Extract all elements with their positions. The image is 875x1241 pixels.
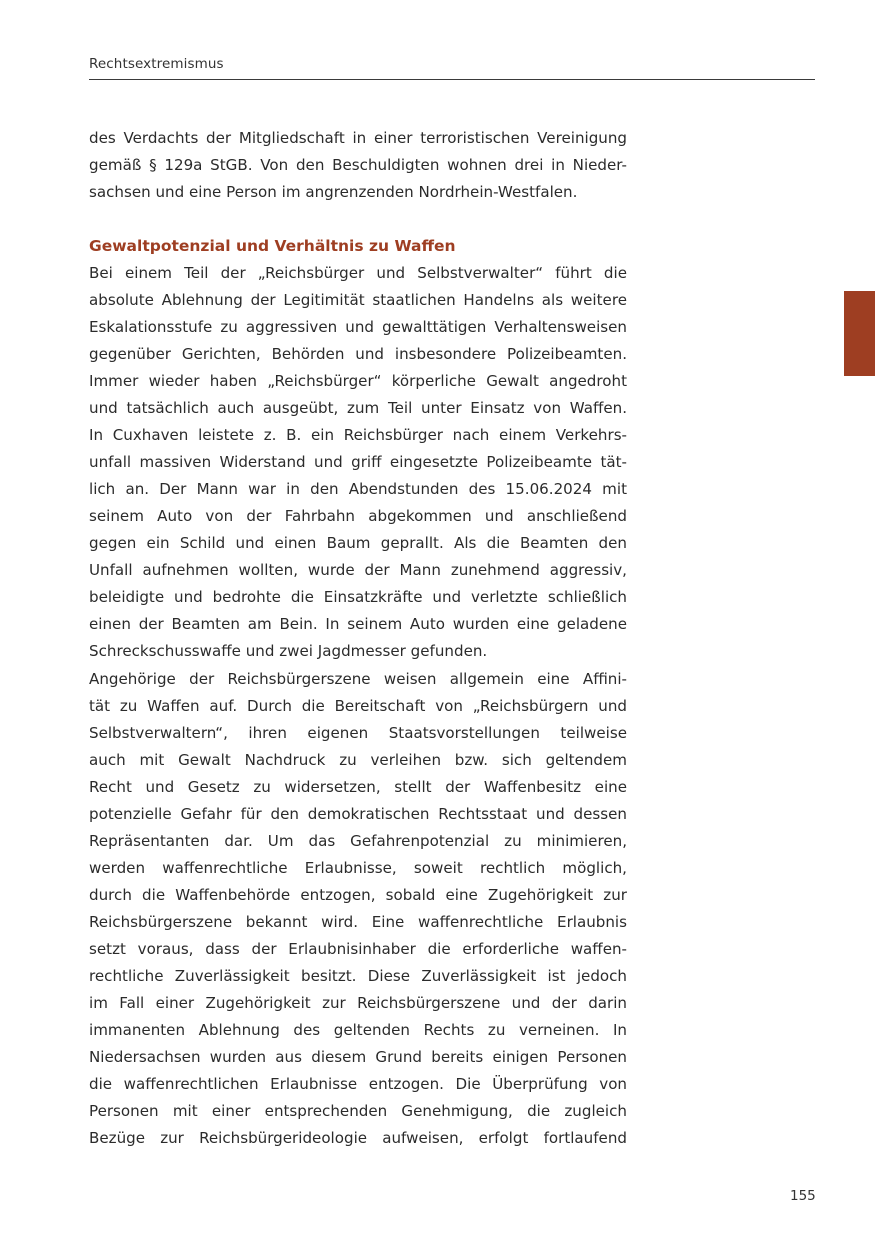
running-header: Rechtsextremismus bbox=[89, 56, 224, 72]
text-line: des Verdachts der Mitgliedschaft in einer terroristischen Vereinigung bbox=[89, 129, 627, 147]
text-line: Schreckschusswaffe und zwei Jagdmesser gefunden. bbox=[89, 642, 488, 660]
text-line: Recht und Gesetz zu widersetzen, stellt der Waffenbesitz eine bbox=[89, 778, 627, 796]
text-line: Unfall aufnehmen wollten, wurde der Mann zunehmend aggressiv, bbox=[89, 561, 627, 579]
text-line: und tatsächlich auch ausgeübt, zum Teil unter Einsatz von Waffen. bbox=[89, 399, 627, 417]
text-line: rechtliche Zuverlässigkeit besitzt. Diese Zuverlässigkeit ist jedoch bbox=[89, 967, 627, 985]
text-line: In Cuxhaven leistete z. B. ein Reichsbürger nach einem Verkehrs- bbox=[89, 426, 627, 444]
text-line: seinem Auto von der Fahrbahn abgekommen und anschließend bbox=[89, 507, 627, 525]
text-line: Bezüge zur Reichsbürgerideologie aufweisen, erfolgt fortlaufend bbox=[89, 1129, 627, 1147]
text-line: Immer wieder haben „Reichsbürger“ körperliche Gewalt angedroht bbox=[89, 372, 627, 390]
text-line: durch die Waffenbehörde entzogen, sobald eine Zugehörigkeit zur bbox=[89, 886, 627, 904]
paragraph-weapons bbox=[89, 666, 627, 1152]
text-line: absolute Ablehnung der Legitimität staatlichen Handelns als weitere bbox=[89, 291, 627, 309]
text-line: unfall massiven Widerstand und griff eingesetzte Polizeibeamte tät- bbox=[89, 453, 627, 471]
section-heading: Gewaltpotenzial und Verhältnis zu Waffen bbox=[89, 237, 456, 255]
chapter-tab-marker bbox=[844, 291, 875, 376]
text-line: gemäß § 129a StGB. Von den Beschuldigten wohnen drei in Nieder- bbox=[89, 156, 627, 174]
text-line: sachsen und eine Person im angrenzenden Nordrhein-Westfalen. bbox=[89, 183, 578, 201]
text-line: gegen ein Schild und einen Baum geprallt. Als die Beamten den bbox=[89, 534, 627, 552]
paragraph-violence bbox=[89, 260, 627, 665]
text-line: Reichsbürgerszene bekannt wird. Eine waffenrechtliche Erlaubnis bbox=[89, 913, 627, 931]
page-number: 155 bbox=[790, 1188, 816, 1204]
text-line: potenzielle Gefahr für den demokratischen Rechtsstaat und dessen bbox=[89, 805, 627, 823]
text-line: die waffenrechtlichen Erlaubnisse entzogen. Die Überprüfung von bbox=[89, 1075, 627, 1093]
header-divider bbox=[89, 79, 815, 80]
text-line: beleidigte und bedrohte die Einsatzkräfte und verletzte schließlich bbox=[89, 588, 627, 606]
text-line: Bei einem Teil der „Reichsbürger und Selbstverwalter“ führt die bbox=[89, 264, 627, 282]
text-line: setzt voraus, dass der Erlaubnisinhaber die erforderliche waffen- bbox=[89, 940, 627, 958]
text-line: Niedersachsen wurden aus diesem Grund bereits einigen Personen bbox=[89, 1048, 627, 1066]
paragraph-intro bbox=[89, 125, 627, 206]
text-line: im Fall einer Zugehörigkeit zur Reichsbürgerszene und der darin bbox=[89, 994, 627, 1012]
text-line: immanenten Ablehnung des geltenden Rechts zu verneinen. In bbox=[89, 1021, 627, 1039]
text-line: werden waffenrechtliche Erlaubnisse, soweit rechtlich möglich, bbox=[89, 859, 627, 877]
text-line: einen der Beamten am Bein. In seinem Auto wurden eine geladene bbox=[89, 615, 627, 633]
text-line: gegenüber Gerichten, Behörden und insbesondere Polizeibeamten. bbox=[89, 345, 627, 363]
text-line: Personen mit einer entsprechenden Genehmigung, die zugleich bbox=[89, 1102, 627, 1120]
text-line: lich an. Der Mann war in den Abendstunden des 15.06.2024 mit bbox=[89, 480, 627, 498]
text-line: tät zu Waffen auf. Durch die Bereitschaft von „Reichsbürgern und bbox=[89, 697, 627, 715]
text-line: Repräsentanten dar. Um das Gefahrenpotenzial zu minimieren, bbox=[89, 832, 627, 850]
text-line: auch mit Gewalt Nachdruck zu verleihen bzw. sich geltendem bbox=[89, 751, 627, 769]
text-line: Selbstverwaltern“, ihren eigenen Staatsvorstellungen teilweise bbox=[89, 724, 627, 742]
text-line: Eskalationsstufe zu aggressiven und gewalttätigen Verhaltensweisen bbox=[89, 318, 627, 336]
text-line: Angehörige der Reichsbürgerszene weisen allgemein eine Affini- bbox=[89, 670, 627, 688]
